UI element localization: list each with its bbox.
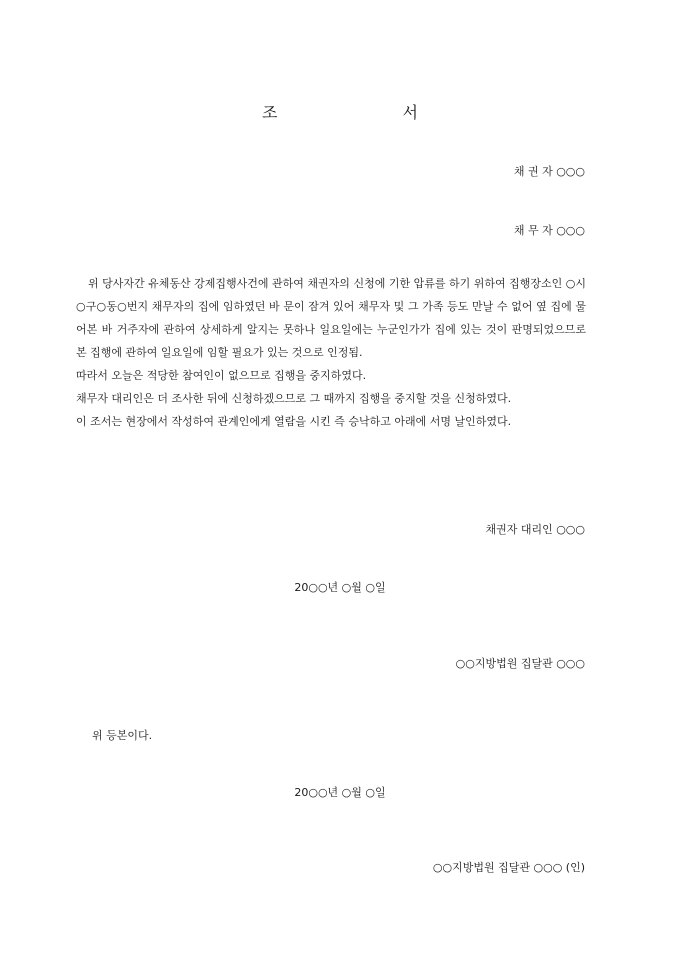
body-paragraph-3: 채무자 대리인은 더 조사한 뒤에 신청하겠으므로 그 때까지 집행을 중지할 것을 신청하였다. [76,392,512,405]
document-body [76,272,586,433]
debtor-line: 채 무 자 ○○○ [513,224,585,237]
body-paragraph-2: 따라서 오늘은 적당한 참여인이 없으므로 집행을 중지하였다. [76,369,367,382]
court-officer-line-2: ○○지방법원 집달관 ○○○ (인) [432,861,585,874]
creditor-agent-line: 채권자 대리인 ○○○ [485,523,585,536]
court-officer-line-1: ○○지방법원 집달관 ○○○ [455,657,585,670]
document-title: 조 서 [262,103,478,122]
body-paragraph-1: 위 당사자간 유체동산 강제집행사건에 관하여 채권자의 신청에 기한 압류를 하기 위하여 집행장소인 ○시○구○동○번지 채무자의 집에 임하였던 바 문이 잠겨 있어 채무자 및 그 가족 등도 만날 수 없어 옆 집에 물어본 바 거주자에 관하여 상세하게 알지는 못하나 일요일에는 누군인가가 집에 있는 것이 판명되었으므로 본 집행에 관하여 일요일에 임할 필요가 있는 것으로 인정됨. [76,277,586,359]
creditor-line: 채 권 자 ○○○ [513,165,585,178]
certified-copy-line: 위 등본이다. [92,729,153,742]
date-line-2: 20○○년 ○월 ○일 [294,786,386,799]
body-paragraph-4: 이 조서는 현장에서 작성하여 관계인에게 열람을 시킨 즉 승낙하고 아래에 서명 날인하였다. [76,415,512,428]
date-line-1: 20○○년 ○월 ○일 [294,581,386,594]
